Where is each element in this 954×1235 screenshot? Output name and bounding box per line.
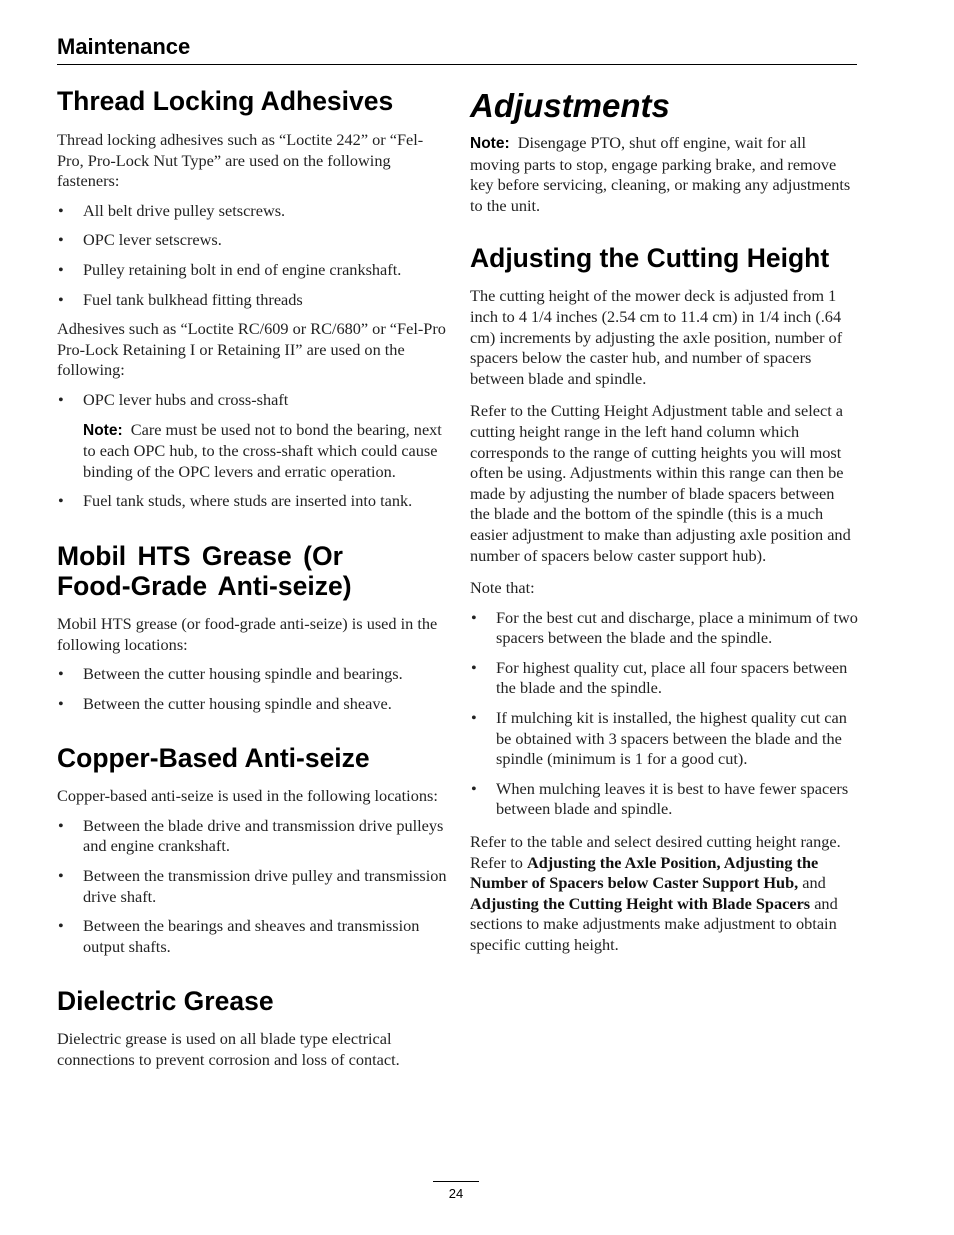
mobil-grease-list	[57, 664, 447, 714]
opc-note	[57, 420, 447, 483]
cutting-height-paragraph-1: The cutting height of the mower deck is adjusted from 1 inch to 4 1/4 inches (2.54 cm to 11.4 cm) in 1/4 inch (.64 cm) increments by adjusting the axle position, number of spacers below the caster hub, and number of spacers between blade and spindle.	[470, 286, 843, 388]
mobil-grease-intro: Mobil HTS grease (or food-grade anti-seize) is used in the following locations:	[57, 613, 438, 654]
cross-reference: Adjusting the Cutting Height with Blade Spacers	[470, 893, 811, 913]
dielectric-grease-title: Dielectric Grease	[57, 986, 274, 1017]
thread-locking-list	[57, 201, 447, 310]
note-label: Note:	[470, 135, 510, 152]
adhesives-intro: Adhesives such as “Loctite RC/609 or RC/680” or “Fel-Pro Pro-Lock Retaining I or Retaining II” are used on the following:	[57, 319, 446, 380]
list-item: • For highest quality cut, place all four spacers between the blade and the spindle.	[470, 658, 858, 699]
cutting-height-paragraph-4	[470, 832, 858, 956]
list-item: • Between the blade drive and transmission drive pulleys and engine crankshaft.	[57, 816, 447, 857]
cutting-height-title: Adjusting the Cutting Height	[470, 243, 830, 274]
list-item: • If mulching kit is installed, the highest quality cut can be obtained with 3 spacers between the blade and the spindle (minimum is 1 for a good cut).	[470, 708, 858, 770]
mobil-grease-title	[57, 541, 447, 601]
note-text: Disengage PTO, shut off engine, wait for all moving parts to stop, engage parking brake, and remove key before servicing, cleaning, or making any adjustments to the unit.	[470, 133, 851, 215]
note-label: Note:	[83, 421, 123, 439]
dielectric-grease-text: Dielectric grease is used on all blade type electrical connections to prevent corrosion and loss of contact.	[57, 1029, 400, 1070]
adjustments-note	[470, 133, 858, 216]
header-rule	[57, 64, 857, 65]
note-text: Care must be used not to bond the bearing, next to each OPC hub, to the cross-shaft which could cause binding of the OPC levers and erratic operation.	[83, 419, 442, 481]
list-item: • OPC lever setscrews.	[57, 230, 447, 251]
right-column	[470, 86, 858, 956]
thread-locking-intro: Thread locking adhesives such as “Loctite 242” or “Fel-Pro, Pro-Lock Nut Type” are used on the following fasteners:	[57, 130, 424, 191]
text-run: and sections to make adjustments make adjustment to obtain specific cutting height.	[470, 893, 838, 954]
list-item: • Between the cutter housing spindle and bearings.	[57, 664, 447, 685]
spacer-tips-list	[470, 608, 858, 820]
list-item: • All belt drive pulley setscrews.	[57, 201, 447, 222]
cutting-height-paragraph-2: Refer to the Cutting Height Adjustment table and select a cutting height range in the left hand column which corresponds to the range of cutting heights you will most often be using. Adjustments within this range can then be made by adjusting the number of blade spacers between the blade and the bottom of the spindle (this is a much easier adjustment to make than adjusting axle position and number of spacers below caster support hub).	[470, 401, 851, 565]
copper-anti-seize-title: Copper-Based Anti-seize	[57, 743, 370, 774]
left-column	[57, 86, 447, 1071]
list-item: • Between the cutter housing spindle and sheave.	[57, 694, 447, 715]
list-item: • Pulley retaining bolt in end of engine crankshaft.	[57, 260, 447, 281]
page-number: 24	[433, 1181, 479, 1201]
title-line-1: Mobil HTS Grease (Or	[57, 540, 343, 571]
list-item: • Fuel tank studs, where studs are inserted into tank.	[57, 491, 447, 512]
copper-anti-seize-intro: Copper-based anti-seize is used in the following locations:	[57, 786, 438, 806]
thread-locking-title: Thread Locking Adhesives	[57, 86, 394, 116]
list-item: • OPC lever hubs and cross-shaft	[57, 390, 447, 411]
list-item: • For the best cut and discharge, place a minimum of two spacers between the blade and the spindle.	[470, 608, 858, 649]
list-item: • Fuel tank bulkhead fitting threads	[57, 290, 447, 311]
text-run: and	[798, 873, 826, 893]
title-line-2: Food-Grade Anti-seize)	[57, 570, 352, 601]
copper-anti-seize-list	[57, 816, 447, 958]
adjustments-title: Adjustments	[470, 87, 670, 124]
text-run: Refer to the table and select desired cutting height range. Refer to	[470, 832, 841, 872]
list-item: • Between the bearings and sheaves and transmission output shafts.	[57, 916, 447, 957]
note-that-text: Note that:	[470, 578, 535, 598]
list-item: • When mulching leaves it is best to have fewer spacers between blade and spindle.	[470, 779, 858, 820]
section-header: Maintenance	[57, 34, 191, 59]
adhesives-list	[57, 390, 447, 411]
list-item: • Between the transmission drive pulley and transmission drive shaft.	[57, 866, 447, 907]
cross-reference: Adjusting the Axle Position, Adjusting the Number of Spacers below Caster Support Hub,	[470, 852, 819, 893]
fuel-tank-list	[57, 491, 447, 512]
